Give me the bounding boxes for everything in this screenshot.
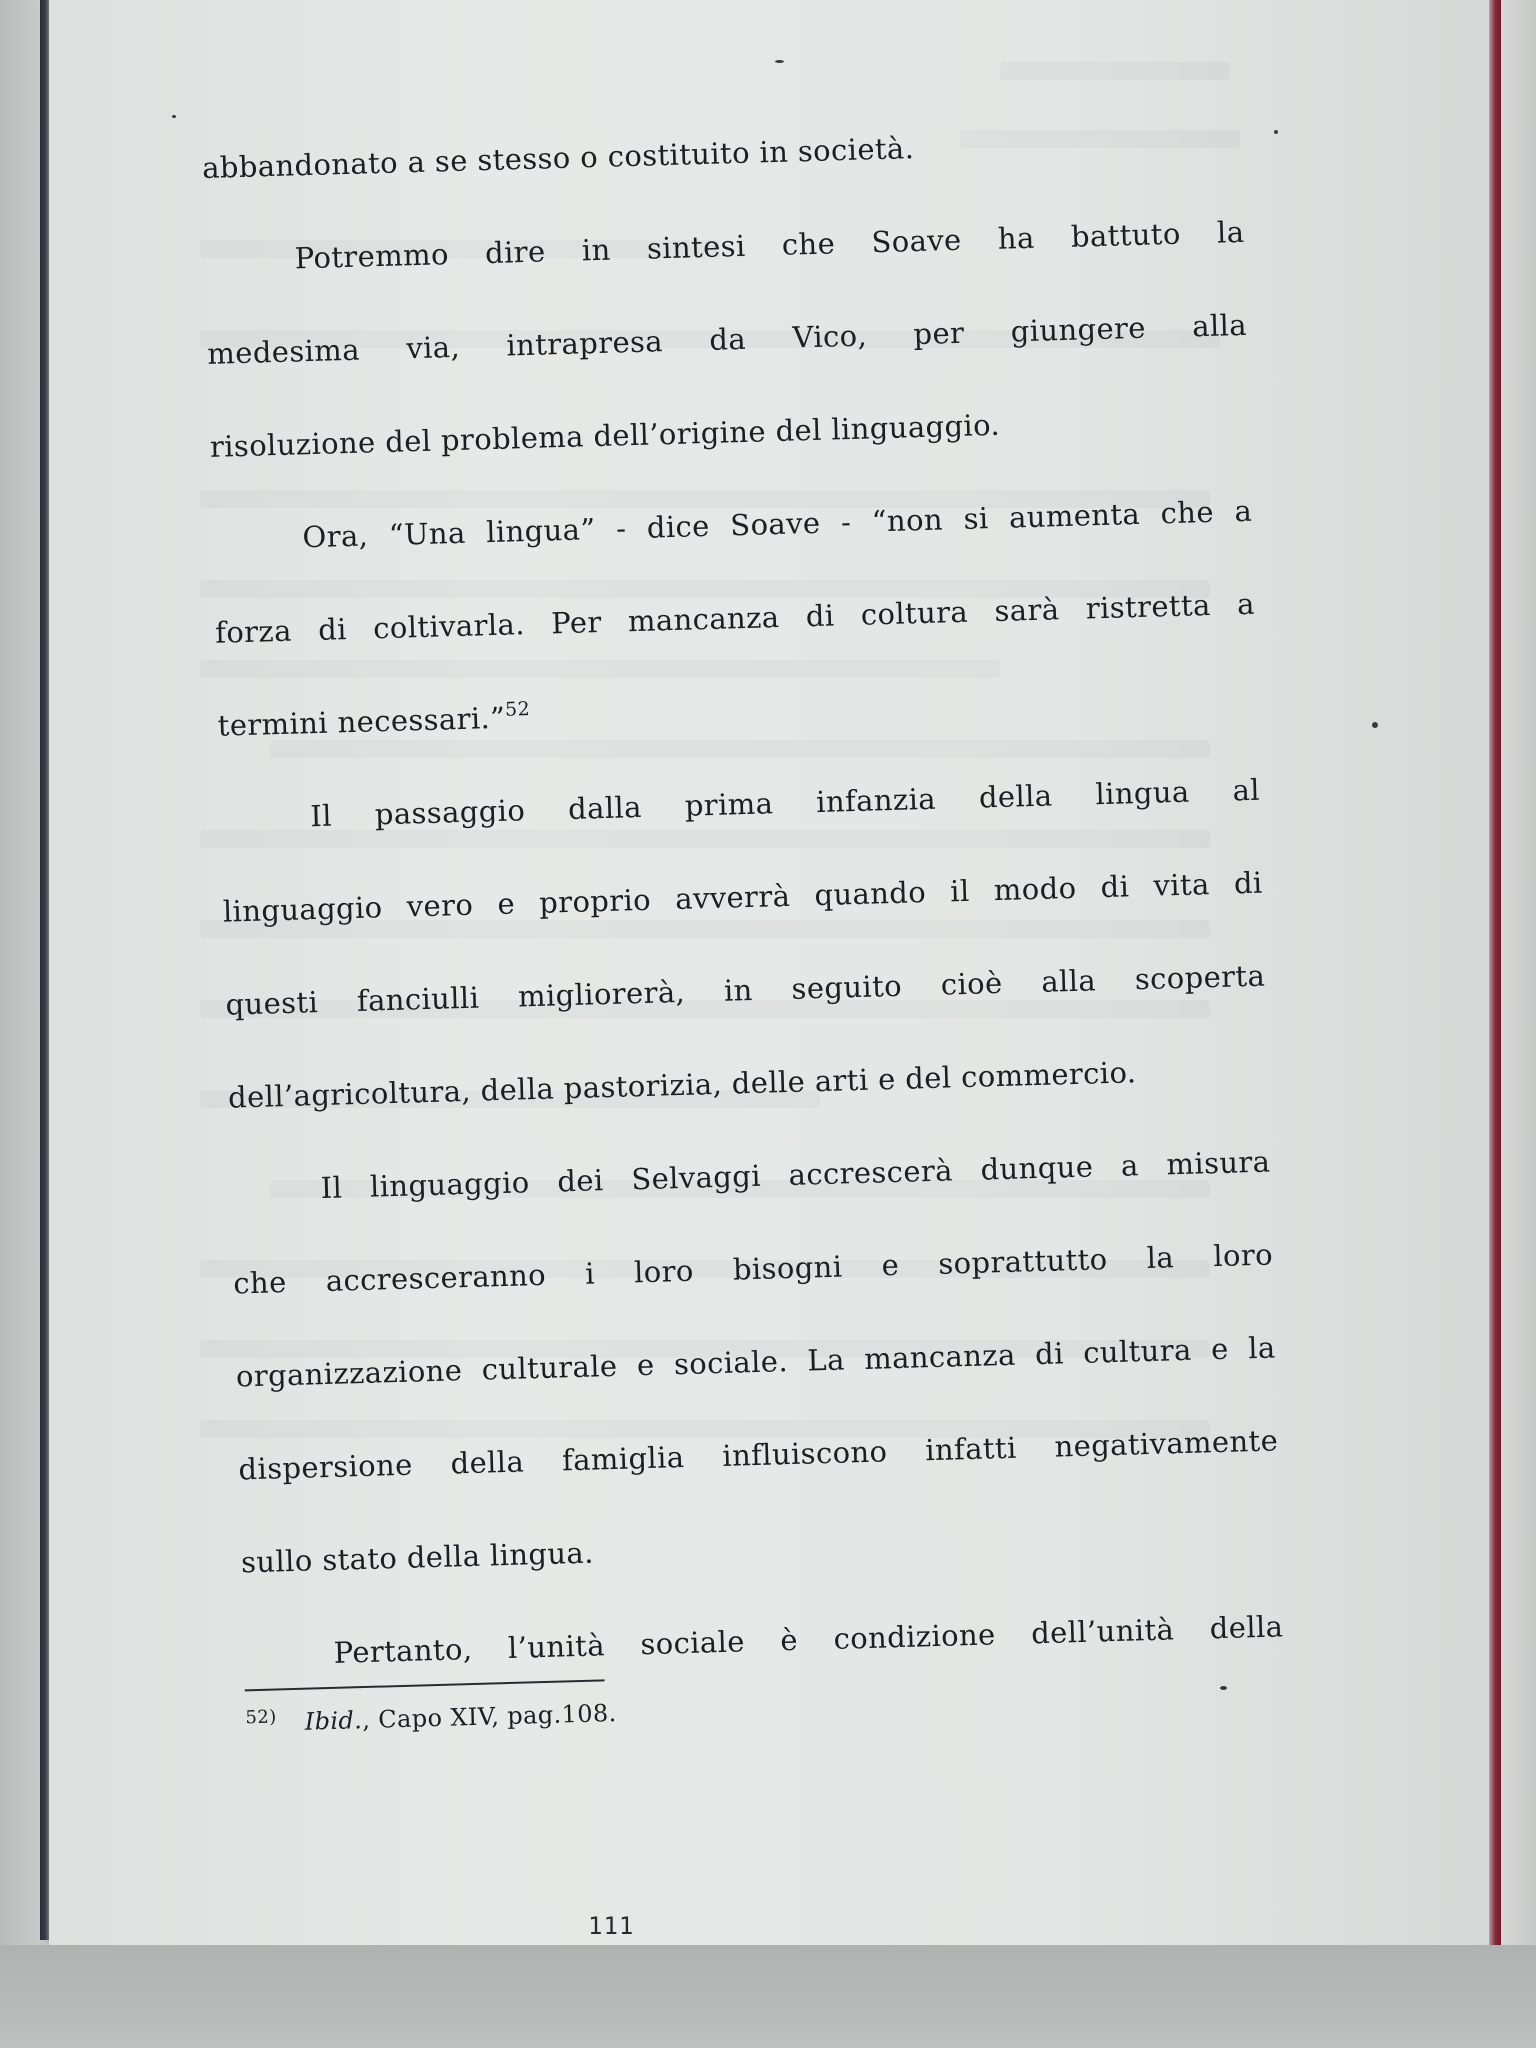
footnote-marker: 52) xyxy=(245,1706,277,1729)
paper-speck xyxy=(1220,1686,1227,1690)
page-binding-edge xyxy=(40,0,49,1940)
text-line: risoluzione del problema dell’origine del linguaggio. xyxy=(209,407,1001,464)
page-number: 111 xyxy=(588,1912,635,1940)
text-line: medesima via, intrapresa da Vico, per giungere alla xyxy=(206,307,1248,371)
text-line: dispersione della famiglia influiscono infatti negativamente xyxy=(238,1423,1279,1487)
paper-speck xyxy=(1372,722,1378,728)
text-line: Il passaggio dalla prima infanzia della lingua al xyxy=(309,772,1261,834)
right-outer-margin xyxy=(1501,0,1536,2048)
footnote-reference: 52 xyxy=(504,698,531,721)
paper-speck xyxy=(172,115,176,118)
text-line: abbandonato a se stesso o costituito in società. xyxy=(201,131,915,185)
text-line: Ora, “Una lingua” - dice Soave - “non si aumenta che a xyxy=(302,493,1253,555)
text-line: linguaggio vero e proprio avverrà quando il modo di vita di xyxy=(222,865,1264,929)
paper-speck xyxy=(1274,130,1278,134)
text-line: Il linguaggio dei Selvaggi accrescerà dunque a misura xyxy=(320,1144,1271,1206)
text-line: sullo stato della lingua. xyxy=(240,1535,595,1580)
text-line-content: termini necessari.” xyxy=(217,700,506,743)
text-line: dell’agricoltura, della pastorizia, delle arti e del commercio. xyxy=(227,1055,1137,1115)
text-line: forza di coltivarla. Per mancanza di coltura sarà ristretta a xyxy=(214,586,1256,650)
book-cover-edge xyxy=(1489,0,1501,2048)
text-line: Potremmo dire in sintesi che Soave ha battuto la xyxy=(294,214,1245,276)
text-line: questi fanciulli migliorerà, in seguito cioè alla scoperta xyxy=(225,958,1266,1022)
footnote-ibid: Ibid. xyxy=(304,1706,363,1736)
left-margin xyxy=(0,0,40,2048)
text-line: che accresceranno i loro bisogni e soprattutto la loro xyxy=(232,1237,1274,1301)
bottom-shadow xyxy=(0,1945,1536,2048)
paper-speck xyxy=(775,60,784,63)
text-line: Pertanto, l’unità sociale è condizione dell’unità della xyxy=(333,1609,1284,1670)
footnote-citation: , Capo XIV, pag.108. xyxy=(361,1699,617,1735)
text-line: organizzazione culturale e sociale. La mancanza di cultura e la xyxy=(235,1330,1277,1394)
